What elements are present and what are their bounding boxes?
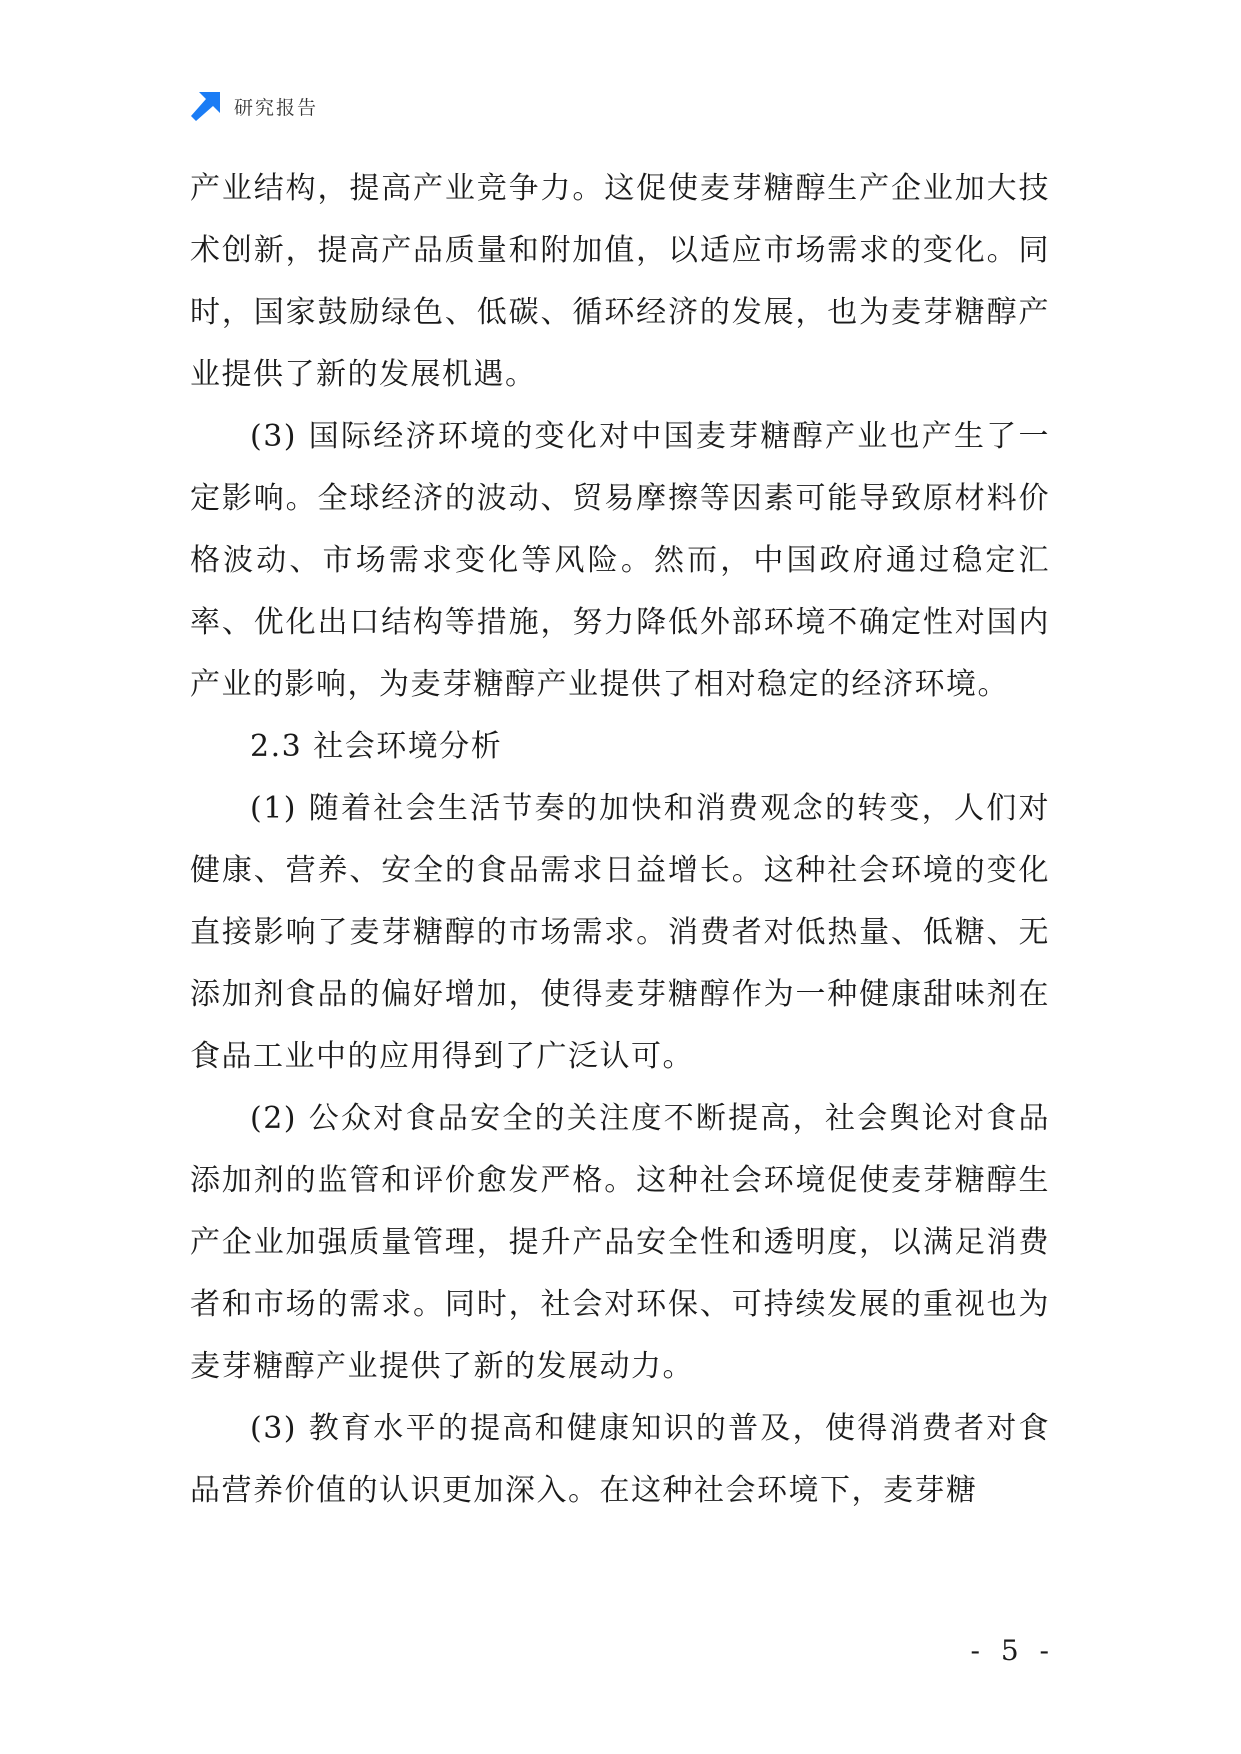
paragraph-social-2: (2) 公众对食品安全的关注度不断提高，社会舆论对食品添加剂的监管和评价愈发严格。这种社会环境促使麦芽糖醇生产企业加强质量管理，提升产品安全性和透明度，以满足消费者和市场的需求。同时，社会对环保、可持续发展的重视也为麦芽糖醇产业提供了新的发展动力。 xyxy=(190,1101,1050,1384)
paragraph-social-1: (1) 随着社会生活节奏的加快和消费观念的转变，人们对健康、营养、安全的食品需求日益增长。这种社会环境的变化直接影响了麦芽糖醇的市场需求。消费者对低热量、低糖、无添加剂食品的偏好增加，使得麦芽糖醇作为一种健康甜味剂在食品工业中的应用得到了广泛认可。 xyxy=(190,791,1050,1074)
header-title: 研究报告 xyxy=(234,96,319,119)
document-body xyxy=(190,158,1050,1522)
paragraph-continued: 产业结构，提高产业竞争力。这促使麦芽糖醇生产企业加大技术创新，提高产品质量和附加值，以适应市场需求的变化。同时，国家鼓励绿色、低碳、循环经济的发展，也为麦芽糖醇产业提供了新的发展机遇。 xyxy=(190,171,1050,392)
page-number: - 5 - xyxy=(970,1634,1055,1667)
page-header xyxy=(190,88,318,124)
paragraph-international-economy: (3) 国际经济环境的变化对中国麦芽糖醇产业也产生了一定影响。全球经济的波动、贸易摩擦等因素可能导致原材料价格波动、市场需求变化等风险。然而，中国政府通过稳定汇率、优化出口结构等措施，努力降低外部环境不确定性对国内产业的影响，为麦芽糖醇产业提供了相对稳定的经济环境。 xyxy=(190,419,1050,702)
arrow-up-right-icon xyxy=(190,90,222,122)
paragraph-social-3: (3) 教育水平的提高和健康知识的普及，使得消费者对食品营养价值的认识更加深入。在这种社会环境下，麦芽糖 xyxy=(190,1411,1050,1508)
section-heading: 2.3 社会环境分析 xyxy=(250,729,503,764)
